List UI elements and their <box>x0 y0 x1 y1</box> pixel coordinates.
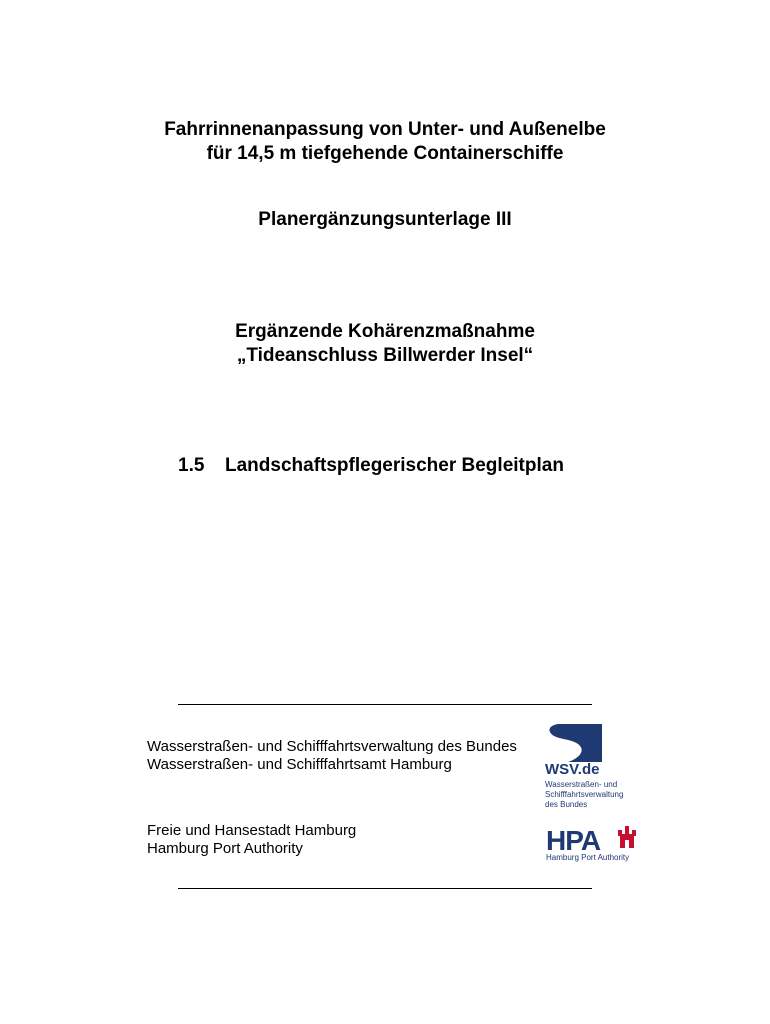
hpa-line-2: Hamburg Port Authority <box>147 840 303 857</box>
wsv-line-1: Wasserstraßen- und Schifffahrtsverwaltung des Bundes <box>147 738 517 755</box>
wsv-logo-name: WSV.de <box>545 761 600 778</box>
wsv-logo-subtitle <box>545 780 623 810</box>
hpa-logo-tagline: Hamburg Port Authority <box>546 853 630 862</box>
title-line-2: für 14,5 m tiefgehende Containerschiffe <box>206 143 564 164</box>
section-heading <box>178 454 564 478</box>
organization-wsv <box>147 738 517 774</box>
svg-text:HPA: HPA <box>546 825 601 854</box>
hpa-line-1: Freie und Hansestadt Hamburg <box>147 822 357 839</box>
wsv-line-2: Wasserstraßen- und Schifffahrtsamt Hamburg <box>147 756 452 773</box>
measure-title <box>0 320 770 368</box>
divider-bottom <box>178 888 592 889</box>
wsv-sub-line-3: des Bundes <box>545 800 588 809</box>
title-line-1: Fahrrinnenanpassung von Unter- und Außenelbe <box>164 119 606 140</box>
wsv-sub-line-1: Wasserstraßen- und <box>545 780 618 789</box>
document-subtitle <box>0 208 770 232</box>
wsv-sub-line-2: Schifffahrtsverwaltung <box>545 790 624 799</box>
section-number: 1.5 <box>178 455 205 476</box>
divider-top <box>178 704 592 705</box>
measure-line-1: Ergänzende Kohärenzmaßnahme <box>235 321 535 342</box>
section-title-text: Landschaftspflegerischer Begleitplan <box>225 455 564 476</box>
subtitle-text: Planergänzungsunterlage III <box>258 209 512 230</box>
document-title <box>0 118 770 166</box>
measure-line-2: „Tideanschluss Billwerder Insel“ <box>236 345 534 366</box>
organization-hpa <box>147 822 356 858</box>
